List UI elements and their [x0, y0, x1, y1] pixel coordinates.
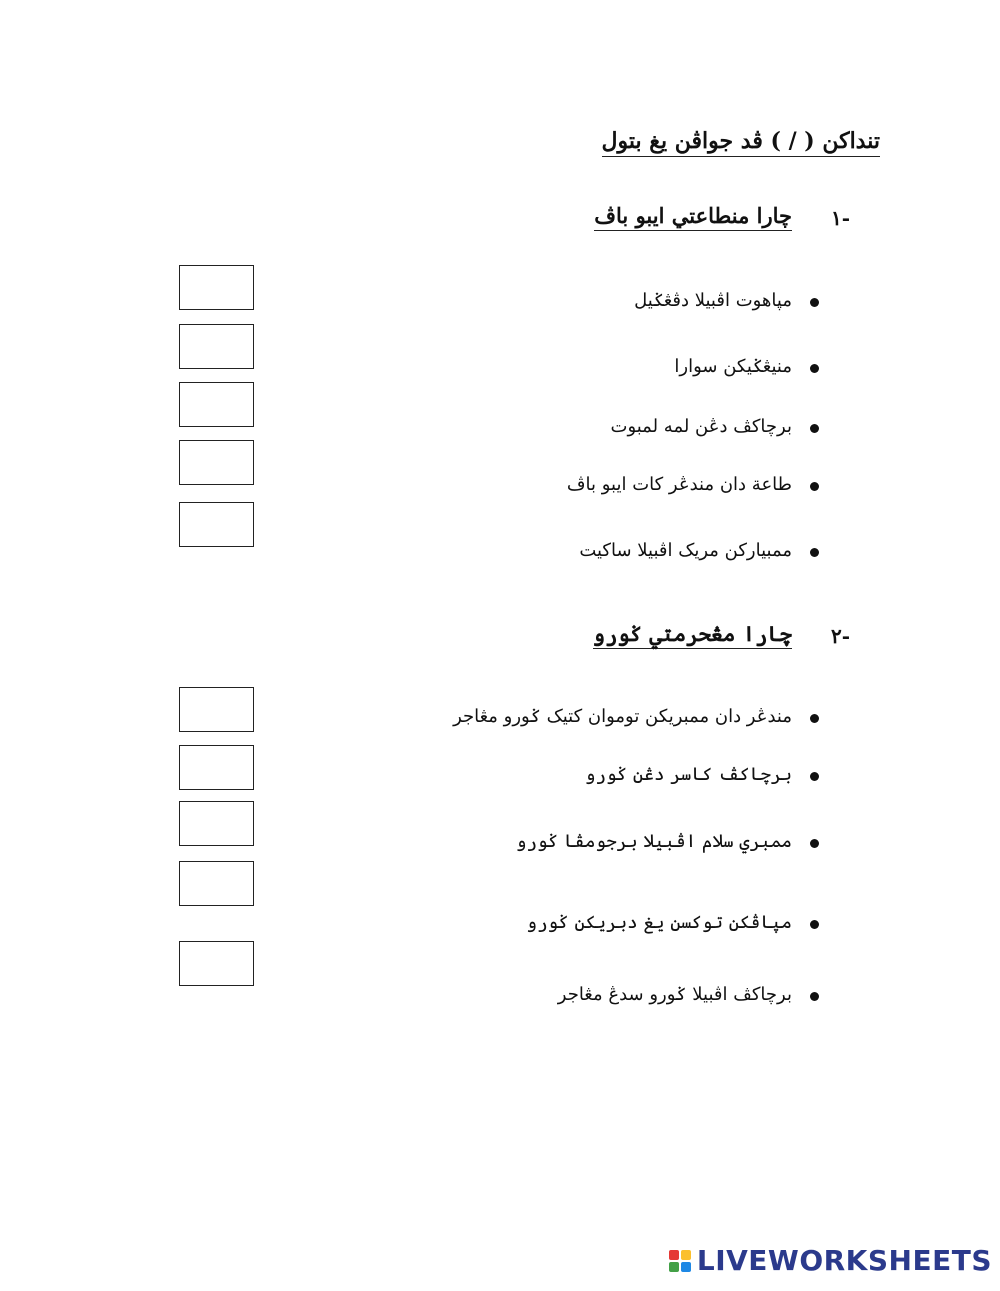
answer-box[interactable] [179, 687, 254, 732]
answer-box[interactable] [179, 265, 254, 310]
bullet-icon [810, 424, 819, 433]
bullet-icon [810, 992, 819, 1001]
brand-name: LIVEWORKSHEETS [696, 1244, 992, 1277]
section-heading: چارا مڠحرمتي ݢورو [593, 621, 792, 649]
answer-box[interactable] [179, 440, 254, 485]
list-item: منيڠݢيکن سوارا [674, 356, 792, 377]
list-item: طاعة دان مندڠر کات ايبو باڤ [566, 474, 792, 495]
list-item: برچاکڤ اڤبيلا ݢورو سدڠ مڠاجر [557, 984, 792, 1005]
logo-squares-icon [669, 1250, 691, 1272]
answer-box[interactable] [179, 502, 254, 547]
bullet-icon [810, 482, 819, 491]
answer-box[interactable] [179, 801, 254, 846]
list-item: برچاکڤ دڠن لمه لمبوت [610, 416, 792, 437]
bullet-icon [810, 298, 819, 307]
section-heading: چارا منطاعتي ايبو باڤ [594, 203, 792, 231]
answer-box[interactable] [179, 382, 254, 427]
list-item: ممبري سلام اڤبيلا برجومڤا ݢورو [515, 831, 792, 852]
list-item: برچاکڤ کاسر دڠن ݢورو [584, 764, 792, 785]
section-number: ١- [830, 206, 850, 230]
bullet-icon [810, 548, 819, 557]
page-title: تنداکن ( / ) ڤد جواڤن يغ بتول [602, 128, 880, 157]
list-item: مپاهوت اڤبيلا دڤڠݢيل [634, 290, 792, 311]
answer-box[interactable] [179, 745, 254, 790]
answer-box[interactable] [179, 324, 254, 369]
list-item: مندڠر دان ممبريکن توموان کتيک ݢورو مڠاجر [453, 706, 792, 727]
answer-box[interactable] [179, 941, 254, 986]
bullet-icon [810, 364, 819, 373]
list-item: مپاڤکن توکسن يغ دبريکن ݢورو [526, 912, 792, 933]
answer-box[interactable] [179, 861, 254, 906]
bullet-icon [810, 772, 819, 781]
section-number: ٢- [830, 624, 850, 648]
bullet-icon [810, 839, 819, 848]
list-item: ممبيارکن مريک اڤبيلا ساکيت [579, 540, 792, 561]
bullet-icon [810, 714, 819, 723]
brand-logo [669, 1244, 992, 1277]
bullet-icon [810, 920, 819, 929]
